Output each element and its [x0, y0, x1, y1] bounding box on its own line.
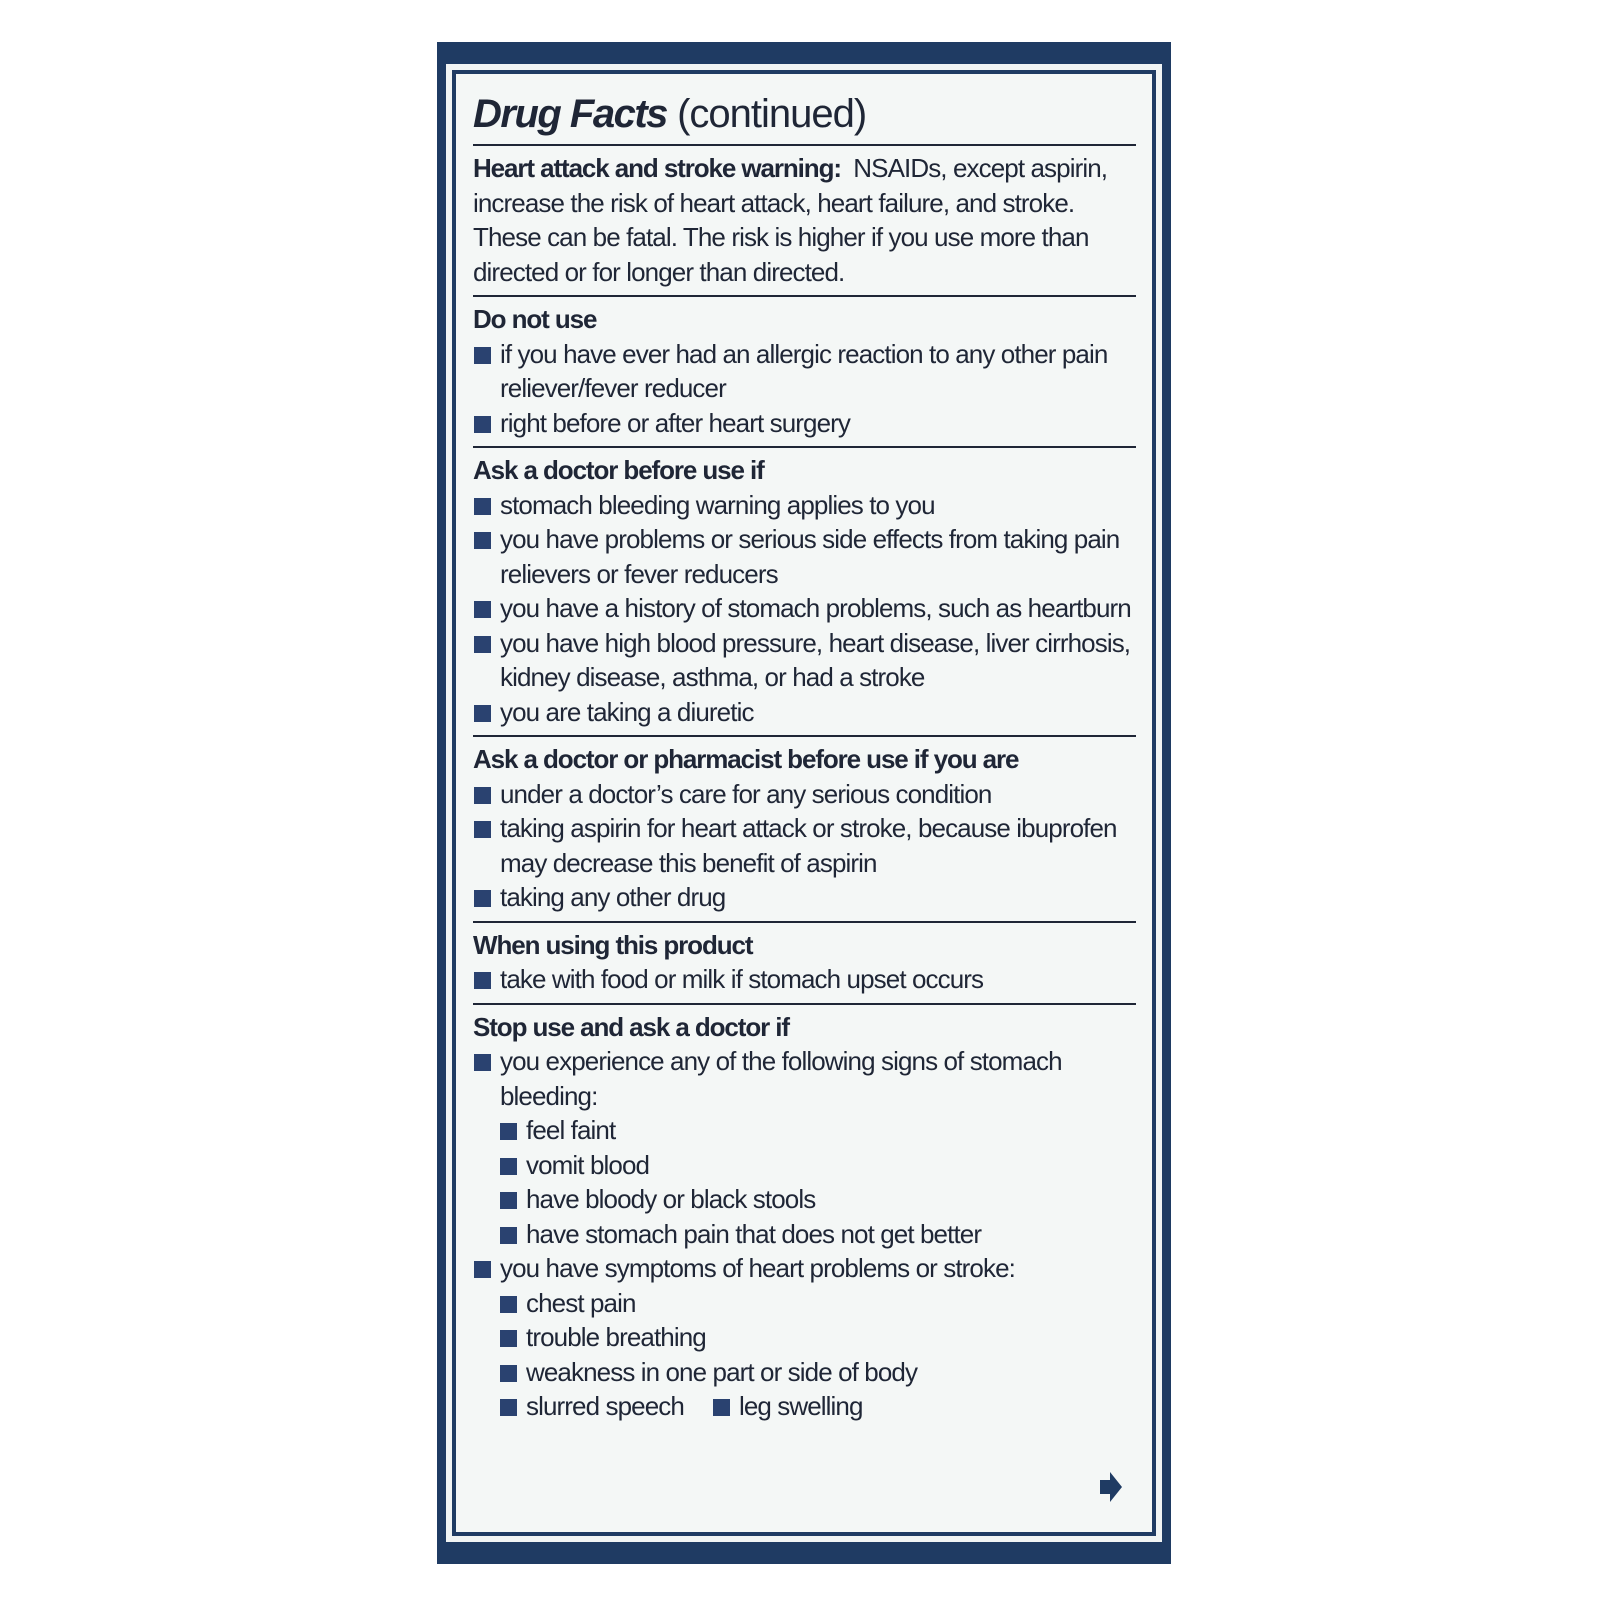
sub-list-item: chest pain [499, 1286, 1136, 1321]
drug-facts-panel [437, 42, 1171, 1564]
list-item: under a doctor’s care for any serious condition [473, 777, 1136, 812]
do-not-use-list [473, 337, 1136, 441]
drug-facts-label [473, 84, 1136, 1522]
arrow-right-icon [1100, 1472, 1122, 1502]
do-not-use-section [473, 297, 1136, 448]
heart-warning-text: NSAIDs, except aspirin, increase the risk of heart attack, heart failure, and stroke. These can be fatal. The risk is higher if you use more than directed or for longer than directed. [473, 153, 1108, 287]
sub-list-item: have stomach pain that does not get better [499, 1217, 1136, 1252]
sub-list-item: vomit blood [499, 1148, 1136, 1183]
list-item: taking any other drug [473, 880, 1136, 915]
list-item: you experience any of the following signs of stomach bleeding: [473, 1044, 1136, 1113]
list-item: take with food or milk if stomach upset occurs [473, 962, 1136, 997]
ask-pharmacist-list [473, 777, 1136, 915]
stop-use-list [473, 1044, 1136, 1424]
when-using-list [473, 962, 1136, 997]
stop-use-heading: Stop use and ask a doctor if [473, 1011, 789, 1042]
list-item: you have symptoms of heart problems or stroke: [473, 1251, 1136, 1286]
ask-doctor-list [473, 488, 1136, 730]
ask-pharmacist-section [473, 737, 1136, 923]
sub-list-item: leg swelling [712, 1389, 863, 1424]
page-title [473, 84, 1136, 146]
panel-outer-frame [446, 64, 1162, 1542]
ask-doctor-section [473, 448, 1136, 737]
do-not-use-heading: Do not use [473, 304, 597, 334]
list-item: right before or after heart surgery [473, 406, 1136, 441]
heart-warning-paragraph [473, 151, 1136, 289]
panel-inner-frame [452, 70, 1156, 1536]
sub-list-item: trouble breathing [499, 1320, 1136, 1355]
sub-list-item: weakness in one part or side of body [499, 1355, 1136, 1390]
list-item: you are taking a diuretic [473, 695, 1136, 730]
title-continued: (continued) [677, 92, 867, 136]
when-using-section [473, 923, 1136, 1005]
ask-pharmacist-heading: Ask a doctor or pharmacist before use if you are [473, 744, 1019, 774]
list-item: you have problems or serious side effects from taking pain relievers or fever reducers [473, 522, 1136, 591]
list-item: taking aspirin for heart attack or stroke, because ibuprofen may decrease this benefit of aspirin [473, 811, 1136, 880]
heart-warning-heading: Heart attack and stroke warning: [473, 153, 841, 183]
list-item: stomach bleeding warning applies to you [473, 488, 1136, 523]
sub-list-item-pair [499, 1389, 1136, 1424]
list-item: if you have ever had an allergic reaction to any other pain reliever/fever reducer [473, 337, 1136, 406]
ask-doctor-heading: Ask a doctor before use if [473, 455, 764, 485]
title-drug-facts: Drug Facts [473, 92, 667, 136]
when-using-heading: When using this product [473, 929, 753, 960]
list-item: you have high blood pressure, heart disease, liver cirrhosis, kidney disease, asthma, or had a stroke [473, 626, 1136, 695]
sub-list-item: have bloody or black stools [499, 1182, 1136, 1217]
list-item: you have a history of stomach problems, such as heartburn [473, 591, 1136, 626]
stop-use-section [473, 1005, 1136, 1430]
sub-list-item: feel faint [499, 1113, 1136, 1148]
sub-list-item: slurred speech [526, 1391, 684, 1421]
heart-warning-section [473, 146, 1136, 297]
